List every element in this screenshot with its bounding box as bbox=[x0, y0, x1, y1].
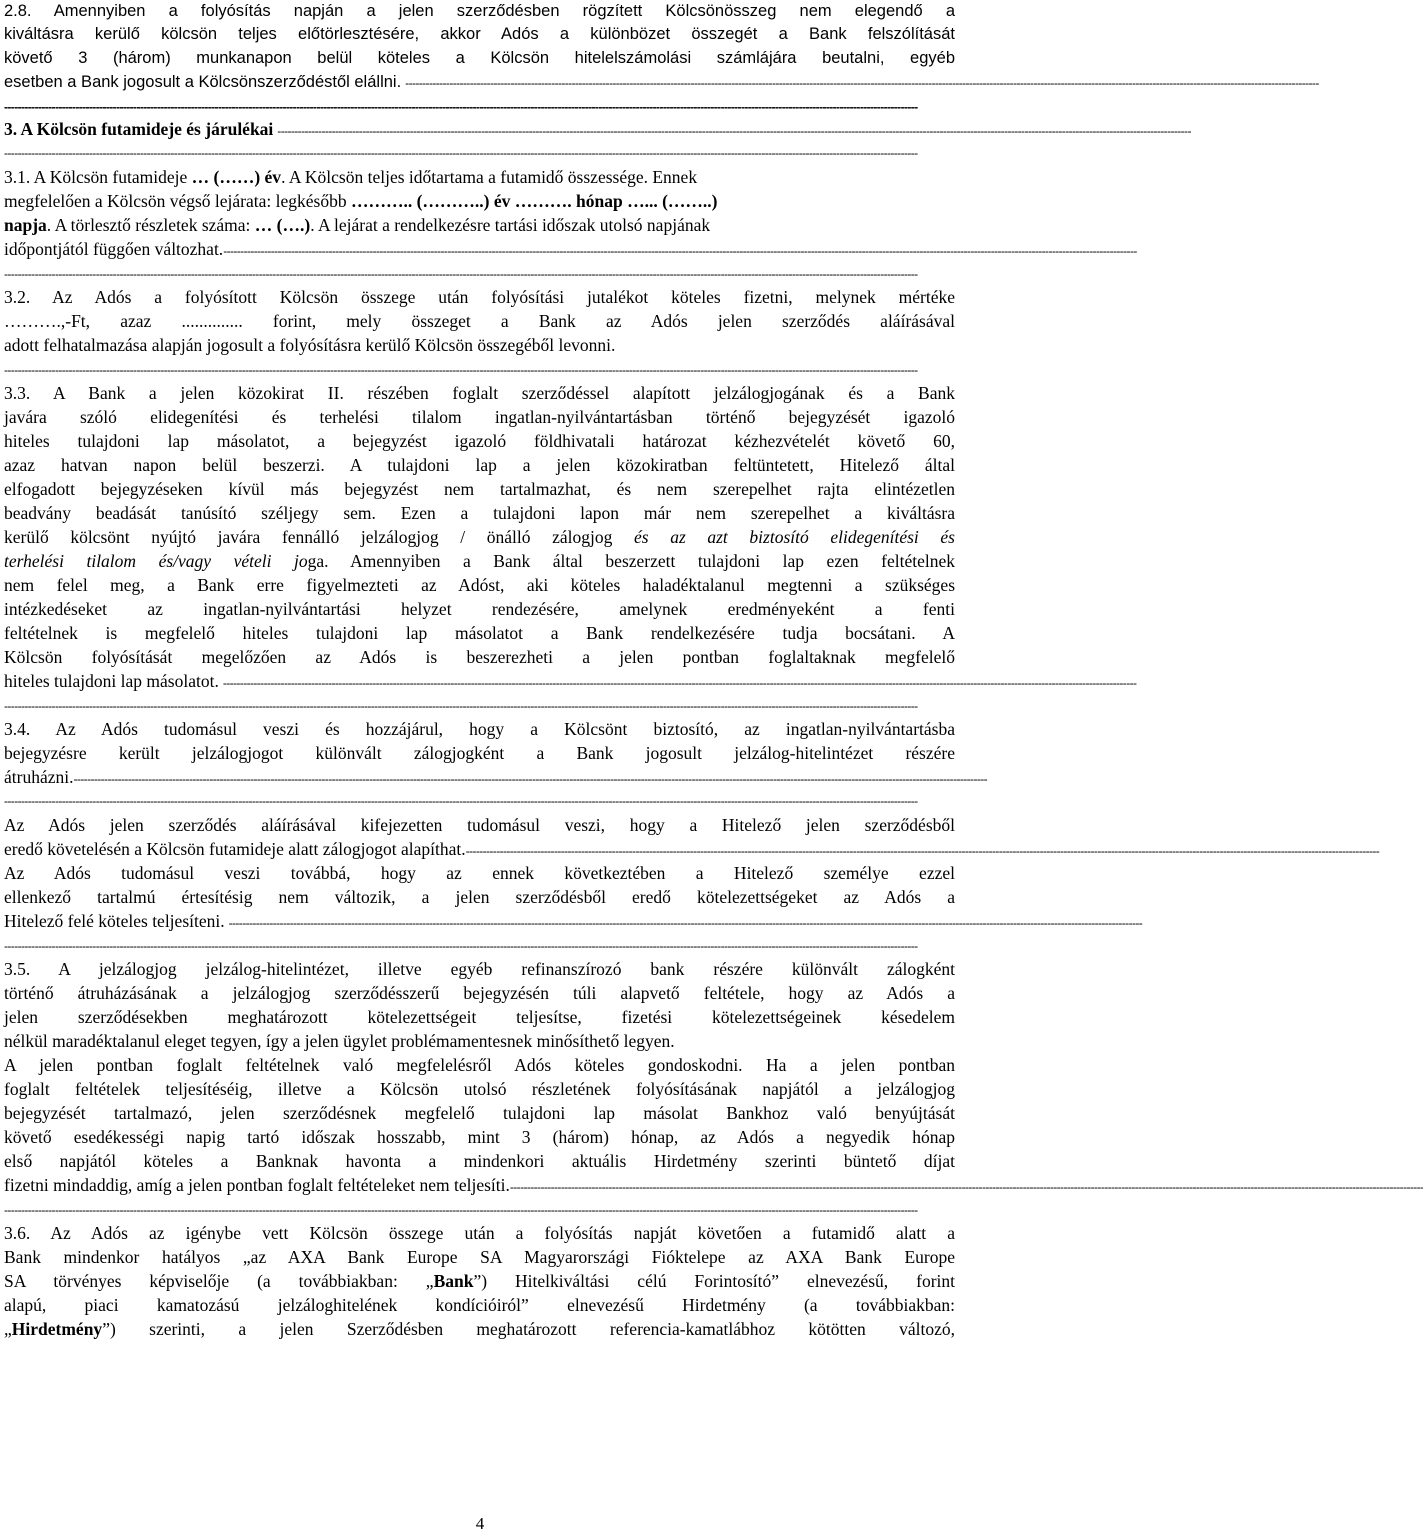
heading-text: 3. A Kölcsön futamideje és járulékai bbox=[4, 119, 274, 139]
text-line: Bank mindenkor hatályos „az AXA Bank Europe SA Magyarországi Fióktelepe az AXA Bank Europe bbox=[4, 1247, 955, 1267]
text-line: A jelen pontban foglalt feltételnek való megfelelésről Adós köteles gondoskodni. Ha a jelen pontban bbox=[4, 1055, 955, 1075]
text-line: nem felel meg, a Bank erre figyelmezteti az Adóst, aki köteles haladéktalanul megtenni a szükséges bbox=[4, 575, 955, 595]
text-span: . A törlesztő részletek száma: bbox=[46, 215, 255, 235]
blank-field: … (….) bbox=[254, 215, 311, 235]
text-line: Az Adós jelen szerződés aláírásával kifejezetten tudomásul veszi, hogy a Hitelező jelen szerződésből bbox=[4, 815, 955, 835]
blank-field: … (……) év bbox=[187, 167, 282, 187]
text-line: ……….,-Ft, azaz .............. forint, mely összeget a Bank az Adós jelen szerződés aláírásával bbox=[4, 311, 955, 331]
blank-field: ……….. (………..) év ………. hónap …... (……..) bbox=[350, 191, 718, 211]
text-line bbox=[4, 1174, 1423, 1200]
text-line bbox=[4, 71, 1319, 96]
text-line: 3.2. Az Adós a folyósított Kölcsön összege után folyósítási jutalékot köteles fizetni, melynek mértéke bbox=[4, 287, 955, 307]
text-line: bejegyzésre került jelzálogjogot különvált zálogjogként a Bank jogosult jelzálog-hitelintézet részére bbox=[4, 743, 955, 763]
text-span: SA törvényes képviselője (a továbbiakban: „ bbox=[4, 1271, 434, 1291]
dash-filler: ----------------------------------------------------------------------------------------------------------------------------------------------------------------------------------------------------------------------------------------------------------------------------- bbox=[405, 76, 1319, 90]
dash-line: ----------------------------------------------------------------------------------------------------------------------------------------------------------------------------------------------------------------------------------------------------------------------------- bbox=[4, 1203, 918, 1217]
text-span: átruházni. bbox=[4, 767, 74, 787]
text-line: 3.4. Az Adós tudomásul veszi és hozzájárul, hogy a Kölcsönt biztosító, az ingatlan-nyilvántartásba bbox=[4, 719, 955, 739]
text-line bbox=[4, 766, 988, 792]
page-number: 4 bbox=[475, 1514, 485, 1533]
text-line bbox=[4, 670, 1137, 696]
text-span: 3.1. A Kölcsön futamideje bbox=[4, 167, 188, 187]
text-line: adott felhatalmazása alapján jogosult a folyósításra kerülő Kölcsön összegéből levonni. bbox=[4, 335, 616, 355]
text-line: követő esedékességi napig tartó időszak hosszabb, mint 3 (három) hónap, az Adós a negyedik hónap bbox=[4, 1127, 955, 1147]
text-span: időpontjától függően változhat. bbox=[4, 239, 224, 259]
dash-filler: ----------------------------------------------------------------------------------------------------------------------------------------------------------------------------------------------------------------------------------------------------------------------------- bbox=[465, 844, 1380, 858]
dash-line: ----------------------------------------------------------------------------------------------------------------------------------------------------------------------------------------------------------------------------------------------------------------------------- bbox=[4, 794, 918, 808]
text-span: fizetni mindaddig, amíg a jelen pontban foglalt feltételeket nem teljesíti. bbox=[4, 1175, 510, 1195]
text-span: Hitelező felé köteles teljesíteni. bbox=[4, 911, 225, 931]
text-line bbox=[4, 166, 955, 190]
dash-line: ----------------------------------------------------------------------------------------------------------------------------------------------------------------------------------------------------------------------------------------------------------------------------- bbox=[4, 699, 918, 713]
text-span: megfelelően a Kölcsön végső lejárata: legkésőbb bbox=[4, 191, 351, 211]
text-line: kiváltásra kerülő kölcsön teljes előtörlesztésére, akkor Adós a különbözet összegét a Bank felszólítását bbox=[4, 25, 955, 43]
text-line: feltételnek is megfelelő hiteles tulajdoni lap másolatot a Bank rendelkezésére tudja bocsátani. A bbox=[4, 623, 955, 643]
text-line: 3.5. A jelzálogjog jelzálog-hitelintézet, illetve egyéb refinanszírozó bank részére különvált zálogként bbox=[4, 959, 955, 979]
text-line: javára szóló elidegenítési és terhelési tilalom ingatlan-nyilvántartásban történő bejegyzését igazoló bbox=[4, 407, 955, 427]
dash-filler: ----------------------------------------------------------------------------------------------------------------------------------------------------------------------------------------------------------------------------------------------------------------------------- bbox=[223, 244, 1137, 258]
text-line: jelen szerződésekben meghatározott kötelezettségeit teljesítse, fizetési kötelezettségeinek késedelem bbox=[4, 1007, 955, 1027]
text-span: kerülő kölcsönt nyújtó javára fennálló jelzálogjog / önálló zálogjog bbox=[4, 527, 634, 547]
text-span: . A Kölcsön teljes időtartama a futamidő összessége. Ennek bbox=[281, 167, 698, 187]
text-line: foglalt feltételek teljesítéséig, illetve a Kölcsön utolsó részletének folyósításának napjától a jelzálogjog bbox=[4, 1079, 955, 1099]
text-line: 2.8. Amennyiben a folyósítás napján a jelen szerződésben rögzített Kölcsönösszeg nem elegendő a bbox=[4, 2, 955, 20]
text-line: nélkül maradéktalanul eleget tegyen, így a jelen ügylet problémamentesnek minősíthető legyen. bbox=[4, 1031, 675, 1051]
text-line bbox=[4, 214, 955, 238]
dash-filler: ----------------------------------------------------------------------------------------------------------------------------------------------------------------------------------------------------------------------------------------------------------------------------- bbox=[228, 916, 1143, 930]
text-line: Az Adós tudomásul veszi továbbá, hogy az ennek következtében a Hitelező személye ezzel bbox=[4, 863, 955, 883]
text-line bbox=[4, 238, 1137, 264]
text-span: hiteles tulajdoni lap másolatot. bbox=[4, 671, 219, 691]
text-line: beadvány beadását tanúsító széljegy sem. Ezen a tulajdoni lapon már nem szerepelhet a kiváltásra bbox=[4, 503, 955, 523]
text-line bbox=[4, 550, 955, 574]
text-line: intézkedéseket az ingatlan-nyilvántartási helyzet rendezésére, amelynek eredményeként a fenti bbox=[4, 599, 955, 619]
text-span: ”) szerinti, a jelen Szerződésben meghatározott referencia-kamatlábhoz kötötten változó, bbox=[102, 1319, 955, 1339]
text-line: elfogadott bejegyzéseken kívül más bejegyzést nem tartalmazhat, és nem szerepelhet rajta elintézetlen bbox=[4, 479, 955, 499]
italic-span: terhelési tilalom és/vagy vételi jo bbox=[4, 551, 308, 571]
dash-line: ----------------------------------------------------------------------------------------------------------------------------------------------------------------------------------------------------------------------------------------------------------------------------- bbox=[4, 100, 918, 114]
text-line bbox=[4, 1318, 955, 1342]
text-span: ”) Hitelkiváltási célú Forintosító” elnevezésű, forint bbox=[473, 1271, 955, 1291]
text-line: első napjától köteles a Banknak havonta a mindenkori aktuális Hirdetmény szerinti büntető díjat bbox=[4, 1151, 955, 1171]
dash-line: ----------------------------------------------------------------------------------------------------------------------------------------------------------------------------------------------------------------------------------------------------------------------------- bbox=[4, 267, 918, 281]
text-line: 3.3. A Bank a jelen közokirat II. részében foglalt szerződéssel alapított jelzálogjogának és a Bank bbox=[4, 383, 955, 403]
text-line: ellenkező tartalmú értesítésig nem változik, a jelen szerződésből eredő kötelezettségeket az Adós a bbox=[4, 887, 955, 907]
dash-filler: ----------------------------------------------------------------------------------------------------------------------------------------------------------------------------------------------------------------------------------------------------------------------------- bbox=[509, 1180, 1423, 1194]
text-span: esetben a Bank jogosult a Kölcsönszerződéstől elállni. bbox=[4, 73, 402, 91]
text-line: Kölcsön folyósítását megelőzően az Adós is beszerezheti a jelen pontban foglaltaknak megfelelő bbox=[4, 647, 955, 667]
dash-line: ----------------------------------------------------------------------------------------------------------------------------------------------------------------------------------------------------------------------------------------------------------------------------- bbox=[4, 146, 918, 160]
blank-field: napja bbox=[4, 215, 47, 235]
text-line: hiteles tulajdoni lap másolatot, a bejegyzést igazoló földhivatali határozat kézhezvételét követő 60, bbox=[4, 431, 955, 451]
text-line bbox=[4, 838, 1380, 864]
text-line bbox=[4, 910, 1143, 936]
dash-line: ----------------------------------------------------------------------------------------------------------------------------------------------------------------------------------------------------------------------------------------------------------------------------- bbox=[4, 363, 918, 377]
text-line: alapú, piaci kamatozású jelzáloghitelének kondícióiról” elnevezésű Hirdetmény (a továbbiakban: bbox=[4, 1295, 955, 1315]
dash-filler: ----------------------------------------------------------------------------------------------------------------------------------------------------------------------------------------------------------------------------------------------------------------------------- bbox=[73, 772, 988, 786]
text-span: ga. Amennyiben a Bank által beszerzett tulajdoni lap ezen feltételnek bbox=[307, 551, 955, 571]
text-line bbox=[4, 1270, 955, 1294]
text-line: történő átruházásának a jelzálogjog szerződésszerű bejegyzésén túli alapvető feltétele, hogy az Adós a bbox=[4, 983, 955, 1003]
section-heading bbox=[4, 118, 1191, 144]
dash-line: ----------------------------------------------------------------------------------------------------------------------------------------------------------------------------------------------------------------------------------------------------------------------------- bbox=[4, 939, 918, 953]
text-line: követő 3 (három) munkanapon belül köteles a Kölcsön hitelelszámolási számlájára beutalni, egyéb bbox=[4, 49, 955, 67]
text-line: bejegyzését tartalmazó, jelen szerződésnek megfelelő tulajdoni lap másolat Bankhoz való benyújtását bbox=[4, 1103, 955, 1123]
text-span: eredő követelésén a Kölcsön futamideje alatt zálogjogot alapíthat. bbox=[4, 839, 466, 859]
text-line bbox=[4, 190, 955, 214]
dash-filler: ----------------------------------------------------------------------------------------------------------------------------------------------------------------------------------------------------------------------------------------------------------------------------- bbox=[277, 124, 1191, 138]
bold-span: Bank bbox=[433, 1271, 474, 1291]
text-line: azaz hatvan napon belül beszerzi. A tulajdoni lap a jelen közokiratban feltüntetett, Hitelező által bbox=[4, 455, 955, 475]
text-line: 3.6. Az Adós az igénybe vett Kölcsön összege után a folyósítás napját követően a futamidő alatt a bbox=[4, 1223, 955, 1243]
text-line bbox=[4, 526, 955, 550]
text-span: „ bbox=[4, 1319, 12, 1339]
bold-span: Hirdetmény bbox=[11, 1319, 103, 1339]
italic-span: és az azt biztosító elidegenítési és bbox=[634, 527, 955, 547]
text-span: . A lejárat a rendelkezésre tartási időszak utolsó napjának bbox=[310, 215, 711, 235]
dash-filler: ----------------------------------------------------------------------------------------------------------------------------------------------------------------------------------------------------------------------------------------------------------------------------- bbox=[222, 676, 1137, 690]
